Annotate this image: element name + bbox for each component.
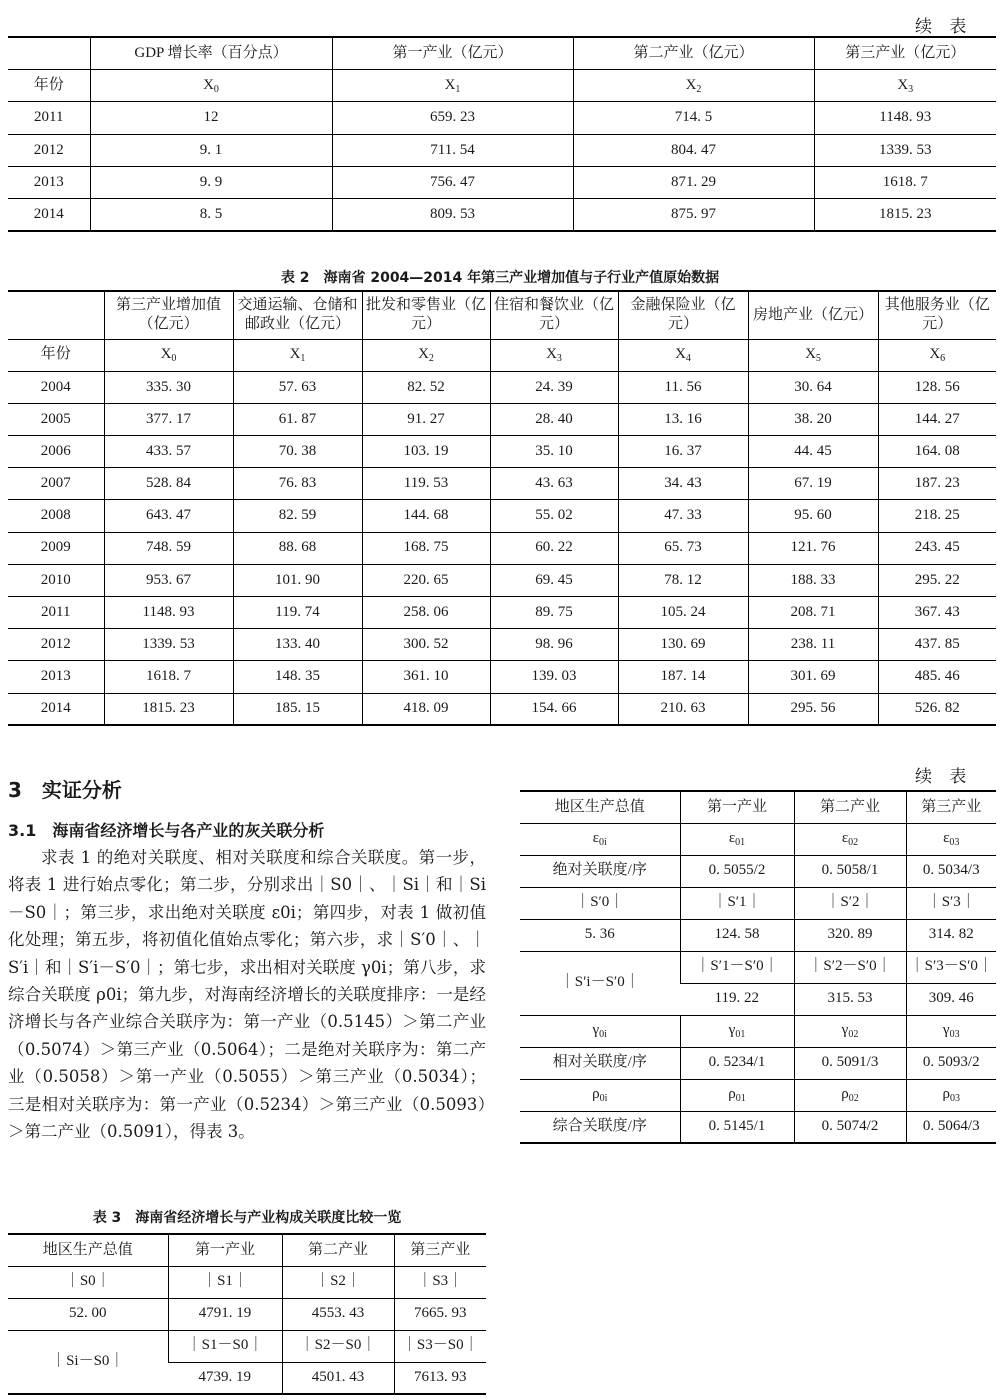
table2-data-cell: 47. 33 [618, 500, 748, 532]
table2-data-cell: 208. 71 [748, 597, 878, 629]
table2-variable-cell: $X_1$ [233, 339, 362, 371]
table2-data-cell: 2008 [8, 500, 104, 532]
table2-header-cell [8, 291, 104, 339]
table3c-sprime-vals-row [520, 919, 996, 951]
table1-header-row [8, 37, 996, 69]
table2-data-cell: 2006 [8, 436, 104, 468]
table2-data-cell: 1339. 53 [104, 629, 233, 661]
table2-data-cell: 95. 60 [748, 500, 878, 532]
table2-data-cell: 187. 14 [618, 661, 748, 693]
continued-label-top: 续 表 [915, 17, 973, 37]
table3c-sprime-vals-cell: 314. 82 [906, 919, 996, 951]
table3c-header-cell: 第二产业 [794, 791, 906, 823]
table2-data-cell: 78. 12 [618, 564, 748, 596]
table2-data-cell: 2011 [8, 597, 104, 629]
table2-data-row [8, 403, 996, 435]
table2-data-cell: 43. 63 [490, 468, 618, 500]
table2-data-cell: 69. 45 [490, 564, 618, 596]
table3c-sprime-vals-cell: 320. 89 [794, 919, 906, 951]
table2-data-cell: 60. 22 [490, 532, 618, 564]
table2-caption: 表 2 海南省 2004—2014 年第三产业增加值与子行业产值原始数据 [280, 270, 720, 286]
table2-data-cell: 437. 85 [878, 629, 996, 661]
table2-data-cell: 1815. 23 [104, 693, 233, 725]
table3-diff-val: 7613. 93 [394, 1362, 486, 1394]
table1-data-cell: 2014 [8, 199, 90, 231]
table1-data-cell: 2011 [8, 102, 90, 134]
table2-data-row [8, 564, 996, 596]
table2-header-cell: 金融保险业（亿元） [618, 291, 748, 339]
table1-variable-cell: $X_2$ [573, 69, 814, 101]
table2-data-cell: 91. 27 [362, 403, 490, 435]
table3-header-cell: 第二产业 [282, 1234, 394, 1266]
table3c-absolute-cell: 绝对关联度/序 [520, 855, 680, 887]
table1-data-cell: 756. 47 [332, 167, 573, 199]
table2-data-cell: 418. 09 [362, 693, 490, 725]
table1-continued [8, 36, 996, 232]
table3c-eps-cell: $\varepsilon_{0i}$ [520, 823, 680, 855]
table2-data-cell: 119. 53 [362, 468, 490, 500]
table3c-sprime-cell: ｜S′0｜ [520, 887, 680, 919]
table3c-eps-row [520, 823, 996, 855]
table1-data-cell: 9. 1 [90, 134, 332, 166]
table2-data-cell: 148. 35 [233, 661, 362, 693]
table2-data-cell: 121. 76 [748, 532, 878, 564]
table2-data-row [8, 371, 996, 403]
table3c-gamma-row [520, 1015, 996, 1047]
table2-data-cell: 2005 [8, 403, 104, 435]
table3-header-cell: 第三产业 [394, 1234, 486, 1266]
table2-variable-cell: 年份 [8, 339, 104, 371]
table3c-sprime-cell: ｜S′3｜ [906, 887, 996, 919]
table1-data-row [8, 167, 996, 199]
table3-continued [520, 790, 996, 1144]
table3c-rho-cell: $\rho_{0i}$ [520, 1079, 680, 1111]
table2-data-cell: 67. 19 [748, 468, 878, 500]
table2-header-cell: 房地产业（亿元） [748, 291, 878, 339]
table2-variable-cell: $X_2$ [362, 339, 490, 371]
table3c-spdiff-hdr: ｜S′2－S′0｜ [794, 951, 906, 983]
table2-data-cell: 2010 [8, 564, 104, 596]
table2-header-cell: 住宿和餐饮业（亿元） [490, 291, 618, 339]
table3c-composite-cell: 0. 5145/1 [680, 1111, 794, 1143]
table3-abs-row [8, 1266, 486, 1298]
table3c-spdiff-val: 315. 53 [794, 983, 906, 1015]
table3c-spdiff-hdr: ｜S′1－S′0｜ [680, 951, 794, 983]
table2-data-row [8, 597, 996, 629]
table3-abs-cell: ｜S2｜ [282, 1266, 394, 1298]
table3c-eps-cell: $\varepsilon_{03}$ [906, 823, 996, 855]
table2-data-cell: 2012 [8, 629, 104, 661]
table1-data-row [8, 102, 996, 134]
table2-data-cell: 82. 59 [233, 500, 362, 532]
table2-data-cell: 300. 52 [362, 629, 490, 661]
table3c-sprime-row [520, 887, 996, 919]
table2 [8, 290, 996, 726]
table1-variable-row [8, 69, 996, 101]
table2-data-row [8, 629, 996, 661]
table2-data-cell: 748. 59 [104, 532, 233, 564]
table1-data-cell: 12 [90, 102, 332, 134]
table2-data-cell: 164. 08 [878, 436, 996, 468]
table3c-rho-cell: $\rho_{02}$ [794, 1079, 906, 1111]
table3c-spdiff-row [520, 951, 996, 983]
table2-data-cell: 35. 10 [490, 436, 618, 468]
table1-data-cell: 871. 29 [573, 167, 814, 199]
table2-data-cell: 953. 67 [104, 564, 233, 596]
table3c-relative-cell: 0. 5091/3 [794, 1047, 906, 1079]
body-paragraph: 求表 1 的绝对关联度、相对关联度和综合关联度。第一步，将表 1 进行始点零化；第二步，分别求出｜S0｜、｜Si｜和｜Si－S0｜；第三步，求出绝对关联度 ε0i；第四步，对表 1 做初值化处理；第五步，将初值化值始点零化；第六步，求｜S′0｜、｜S′i｜和｜S′i－S′0｜；第七步，求出相对关联度 γ0i；第八步，求综合关联度 ρ0i；第九步，对海南经济增长的关联度排序：一是经济增长与各产业综合关联序为：第一产业（0.5145）＞第二产业（0.5074）＞第三产业（0.5064）；二是绝对关联序为：第二产业（0.5058）＞第一产业（0.5055）＞第三产业（0.5034）；三是相对关联序为：第一产业（0.5234）＞第三产业（0.5093）＞第二产业（0.5091），得表 3。 [8, 848, 486, 1142]
table2-data-cell: 65. 73 [618, 532, 748, 564]
table2-data-cell: 295. 56 [748, 693, 878, 725]
table3c-relative-cell: 相对关联度/序 [520, 1047, 680, 1079]
table3c-absolute-cell: 0. 5058/1 [794, 855, 906, 887]
table2-data-cell: 55. 02 [490, 500, 618, 532]
table2-data-cell: 301. 69 [748, 661, 878, 693]
table3c-composite-cell: 综合关联度/序 [520, 1111, 680, 1143]
table2-data-cell: 128. 56 [878, 371, 996, 403]
table1-variable-cell: 年份 [8, 69, 90, 101]
table2-data-cell: 243. 45 [878, 532, 996, 564]
table2-data-cell: 2007 [8, 468, 104, 500]
table2-data-cell: 238. 11 [748, 629, 878, 661]
table3-diff-hdr: ｜S3－S0｜ [394, 1330, 486, 1362]
table3c-composite-cell: 0. 5064/3 [906, 1111, 996, 1143]
table2-variable-cell: $X_4$ [618, 339, 748, 371]
table2-data-cell: 88. 68 [233, 532, 362, 564]
table1-data-cell: 875. 97 [573, 199, 814, 231]
table2-data-cell: 188. 33 [748, 564, 878, 596]
table2-data-cell: 144. 27 [878, 403, 996, 435]
continued-label-right: 续 表 [915, 767, 973, 787]
table1-data-cell: 1339. 53 [814, 134, 996, 166]
table2-header-cell: 其他服务业（亿元） [878, 291, 996, 339]
table3c-rho-row [520, 1079, 996, 1111]
table3c-rho-cell: $\rho_{03}$ [906, 1079, 996, 1111]
table3c-gamma-cell: $\gamma_{03}$ [906, 1015, 996, 1047]
table3-diff-hdr: ｜S1－S0｜ [168, 1330, 282, 1362]
table3c-sprime-cell: ｜S′2｜ [794, 887, 906, 919]
table1-header-cell: GDP 增长率（百分点） [90, 37, 332, 69]
table3c-gamma-cell: $\gamma_{0i}$ [520, 1015, 680, 1047]
table2-data-cell: 34. 43 [618, 468, 748, 500]
table2-data-cell: 70. 38 [233, 436, 362, 468]
table1-data-cell: 1618. 7 [814, 167, 996, 199]
table2-data-cell: 24. 39 [490, 371, 618, 403]
table2-data-cell: 101. 90 [233, 564, 362, 596]
table3c-sprime-cell: ｜S′1｜ [680, 887, 794, 919]
table3c-relative-cell: 0. 5093/2 [906, 1047, 996, 1079]
table1-header-cell: 第一产业（亿元） [332, 37, 573, 69]
table3-header-row [8, 1234, 486, 1266]
table3c-relative-row [520, 1047, 996, 1079]
table3c-sprime-vals-cell: 124. 58 [680, 919, 794, 951]
table2-data-cell: 44. 45 [748, 436, 878, 468]
table1-data-cell: 1148. 93 [814, 102, 996, 134]
table3-header-cell: 地区生产总值 [8, 1234, 168, 1266]
table2-data-cell: 1148. 93 [104, 597, 233, 629]
table3c-absolute-cell: 0. 5055/2 [680, 855, 794, 887]
table2-variable-cell: $X_5$ [748, 339, 878, 371]
table2-data-cell: 11. 56 [618, 371, 748, 403]
table2-data-cell: 526. 82 [878, 693, 996, 725]
table3c-gamma-cell: $\gamma_{02}$ [794, 1015, 906, 1047]
table3c-eps-cell: $\varepsilon_{01}$ [680, 823, 794, 855]
table3-caption: 表 3 海南省经济增长与产业构成关联度比较一览 [92, 1210, 402, 1226]
table3-diff-label: ｜Si－S0｜ [8, 1330, 168, 1394]
table2-variable-cell: $X_6$ [878, 339, 996, 371]
table2-data-cell: 258. 06 [362, 597, 490, 629]
table3-abs-cell: ｜S1｜ [168, 1266, 282, 1298]
table2-variable-cell: $X_3$ [490, 339, 618, 371]
section-heading: 3 实证分析 [8, 778, 122, 802]
table2-data-cell: 361. 10 [362, 661, 490, 693]
table3c-spdiff-val: 119. 22 [680, 983, 794, 1015]
table1-data-cell: 2012 [8, 134, 90, 166]
table3-header-cell: 第一产业 [168, 1234, 282, 1266]
table3c-header-cell: 地区生产总值 [520, 791, 680, 823]
table3-abs-cell: ｜S3｜ [394, 1266, 486, 1298]
table1-data-cell: 2013 [8, 167, 90, 199]
table2-data-cell: 2013 [8, 661, 104, 693]
table1-data-cell: 1815. 23 [814, 199, 996, 231]
table3c-spdiff-val: 309. 46 [906, 983, 996, 1015]
table1-header-cell: 第三产业（亿元） [814, 37, 996, 69]
table2-data-cell: 105. 24 [618, 597, 748, 629]
table3c-spdiff-label: ｜S′i－S′0｜ [520, 951, 680, 1015]
table2-data-cell: 2014 [8, 693, 104, 725]
table2-data-cell: 30. 64 [748, 371, 878, 403]
table1-data-row [8, 134, 996, 166]
table2-data-cell: 144. 68 [362, 500, 490, 532]
table1-data-cell: 659. 23 [332, 102, 573, 134]
table2-data-cell: 16. 37 [618, 436, 748, 468]
table3-vals-row [8, 1298, 486, 1330]
table2-data-cell: 57. 63 [233, 371, 362, 403]
table1-data-cell: 809. 53 [332, 199, 573, 231]
table2-data-cell: 139. 03 [490, 661, 618, 693]
table2-data-cell: 133. 40 [233, 629, 362, 661]
table3-diff-val: 4739. 19 [168, 1362, 282, 1394]
table2-data-cell: 295. 22 [878, 564, 996, 596]
table1-header-cell [8, 37, 90, 69]
table2-data-row [8, 436, 996, 468]
table2-data-cell: 185. 15 [233, 693, 362, 725]
table3c-header-cell: 第一产业 [680, 791, 794, 823]
table3c-sprime-vals-cell: 5. 36 [520, 919, 680, 951]
table3-vals-cell: 7665. 93 [394, 1298, 486, 1330]
table1-header-cell: 第二产业（亿元） [573, 37, 814, 69]
table2-data-cell: 61. 87 [233, 403, 362, 435]
table3-abs-cell: ｜S0｜ [8, 1266, 168, 1298]
table1-data-cell: 8. 5 [90, 199, 332, 231]
table3c-composite-row [520, 1111, 996, 1143]
table2-data-cell: 82. 52 [362, 371, 490, 403]
table3c-absolute-row [520, 855, 996, 887]
table1-data-row [8, 199, 996, 231]
table2-data-cell: 210. 63 [618, 693, 748, 725]
table3c-gamma-cell: $\gamma_{01}$ [680, 1015, 794, 1047]
table2-data-cell: 485. 46 [878, 661, 996, 693]
table2-data-cell: 643. 47 [104, 500, 233, 532]
subsection-heading: 3.1 海南省经济增长与各产业的灰关联分析 [8, 821, 325, 840]
table2-header-cell: 交通运输、仓储和邮政业（亿元） [233, 291, 362, 339]
table1-data-cell: 714. 5 [573, 102, 814, 134]
table2-variable-cell: $X_0$ [104, 339, 233, 371]
table2-data-cell: 89. 75 [490, 597, 618, 629]
table2-data-row [8, 500, 996, 532]
table2-data-cell: 103. 19 [362, 436, 490, 468]
table2-data-cell: 154. 66 [490, 693, 618, 725]
table3c-eps-cell: $\varepsilon_{02}$ [794, 823, 906, 855]
table2-data-cell: 377. 17 [104, 403, 233, 435]
table2-data-cell: 168. 75 [362, 532, 490, 564]
table3c-spdiff-hdr: ｜S′3－S′0｜ [906, 951, 996, 983]
table1-data-cell: 9. 9 [90, 167, 332, 199]
table2-data-cell: 98. 96 [490, 629, 618, 661]
table3-vals-cell: 52. 00 [8, 1298, 168, 1330]
table2-data-cell: 187. 23 [878, 468, 996, 500]
table3c-rho-cell: $\rho_{01}$ [680, 1079, 794, 1111]
table2-data-cell: 119. 74 [233, 597, 362, 629]
table2-header-cell: 批发和零售业（亿元） [362, 291, 490, 339]
table3-vals-cell: 4791. 19 [168, 1298, 282, 1330]
table2-data-cell: 528. 84 [104, 468, 233, 500]
table3-diff-val: 4501. 43 [282, 1362, 394, 1394]
table2-data-cell: 335. 30 [104, 371, 233, 403]
table2-data-cell: 367. 43 [878, 597, 996, 629]
table2-variable-row [8, 339, 996, 371]
table3c-composite-cell: 0. 5074/2 [794, 1111, 906, 1143]
table3-vals-cell: 4553. 43 [282, 1298, 394, 1330]
table2-data-cell: 2004 [8, 371, 104, 403]
table2-data-row [8, 693, 996, 725]
table2-data-row [8, 532, 996, 564]
table2-data-row [8, 468, 996, 500]
table1-data-cell: 711. 54 [332, 134, 573, 166]
table3c-relative-cell: 0. 5234/1 [680, 1047, 794, 1079]
table2-data-row [8, 661, 996, 693]
table1-variable-cell: $X_3$ [814, 69, 996, 101]
table2-data-cell: 38. 20 [748, 403, 878, 435]
table3c-header-cell: 第三产业 [906, 791, 996, 823]
table3 [8, 1233, 486, 1395]
table2-data-cell: 13. 16 [618, 403, 748, 435]
table3-diff-row [8, 1330, 486, 1362]
table2-data-cell: 130. 69 [618, 629, 748, 661]
table2-data-cell: 76. 83 [233, 468, 362, 500]
table2-data-cell: 28. 40 [490, 403, 618, 435]
table2-data-cell: 220. 65 [362, 564, 490, 596]
table3c-header-row [520, 791, 996, 823]
table2-header-cell: 第三产业增加值（亿元） [104, 291, 233, 339]
table1-variable-cell: $X_1$ [332, 69, 573, 101]
table2-data-cell: 218. 25 [878, 500, 996, 532]
table2-data-cell: 2009 [8, 532, 104, 564]
table1-data-cell: 804. 47 [573, 134, 814, 166]
table2-data-cell: 433. 57 [104, 436, 233, 468]
table3-diff-hdr: ｜S2－S0｜ [282, 1330, 394, 1362]
table3c-absolute-cell: 0. 5034/3 [906, 855, 996, 887]
table2-header-row [8, 291, 996, 339]
table1-variable-cell: $X_0$ [90, 69, 332, 101]
table2-data-cell: 1618. 7 [104, 661, 233, 693]
